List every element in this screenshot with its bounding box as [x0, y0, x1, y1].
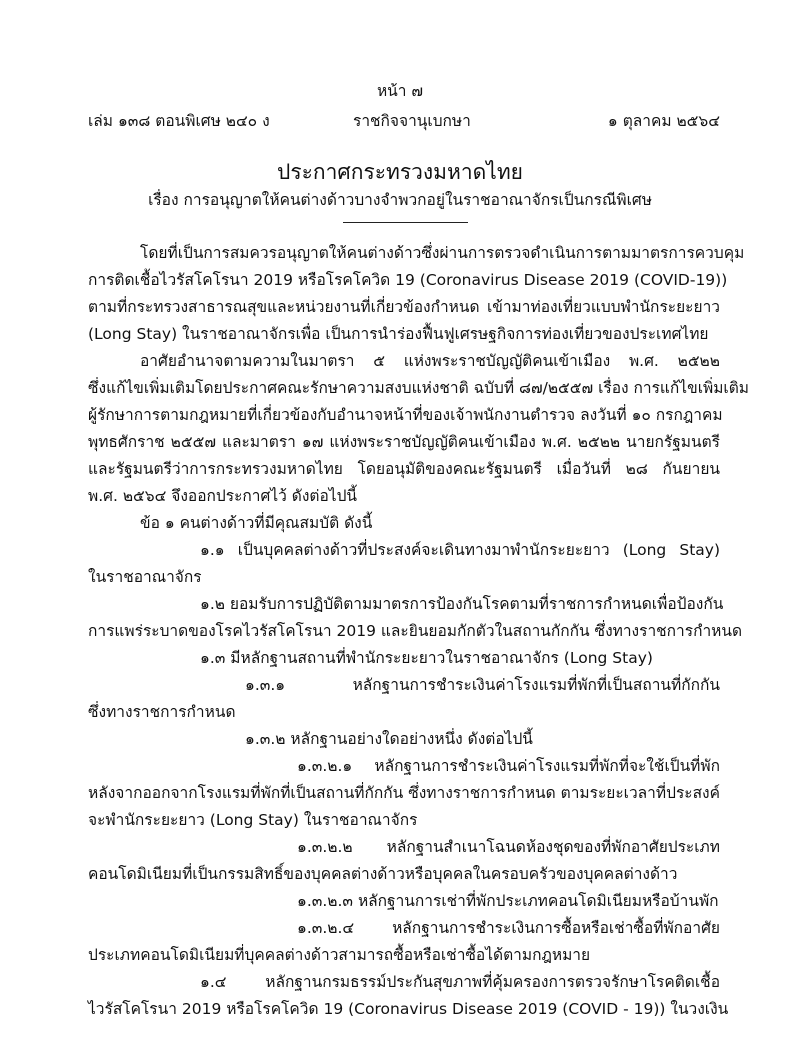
body-line: หลังจากออกจากโรงแรมที่พักที่เป็นสถานที่กักกัน ซึ่งทางราชการกำหนด ตามระยะเวลาที่ประสงค์	[88, 784, 720, 802]
body-line: ตามที่กระทรวงสาธารณสุขและหน่วยงานที่เกี่ยวข้องกำหนด เข้ามาท่องเที่ยวแบบพำนักระยะยาว	[88, 298, 720, 316]
body-line: การแพร่ระบาดของโรคไวรัสโคโรนา 2019 และยินยอมกักตัวในสถานกักกัน ซึ่งทางราชการกำหนด	[88, 622, 743, 640]
gazette-volume: เล่ม ๑๓๘ ตอนพิเศษ ๒๔๐ ง	[88, 112, 270, 130]
gazette-name: ราชกิจจานุเบกษา	[353, 112, 471, 130]
clause-subsubitem: ๑.๓.๒.๔ หลักฐานการชำระเงินการซื้อหรือเช่าซื้อที่พักอาศัย	[297, 919, 720, 937]
body-line: ซึ่งทางราชการกำหนด	[88, 703, 236, 721]
clause-subsubitem: ๑.๓.๒.๒ หลักฐานสำเนาโฉนดห้องชุดของที่พักอาศัยประเภท	[297, 838, 720, 856]
body-line: โดยที่เป็นการสมควรอนุญาตให้คนต่างด้าวซึ่งผ่านการตรวจดำเนินการตามมาตรการควบคุม	[140, 244, 745, 262]
clause-subsubitem: ๑.๓.๒.๑ หลักฐานการชำระเงินค่าโรงแรมที่พักที่จะใช้เป็นที่พัก	[297, 757, 720, 775]
clause-subsubitem: ๑.๓.๒.๓ หลักฐานการเช่าที่พักประเภทคอนโดมิเนียมหรือบ้านพัก	[297, 892, 719, 910]
document-subject: เรื่อง การอนุญาตให้คนต่างด้าวบางจำพวกอยู่ในราชอาณาจักรเป็นกรณีพิเศษ	[148, 191, 652, 209]
gazette-date: ๑ ตุลาคม ๒๕๖๔	[607, 112, 720, 130]
body-line: ในราชอาณาจักร	[88, 568, 202, 586]
body-line: ซึ่งแก้ไขเพิ่มเติมโดยประกาศคณะรักษาความสงบแห่งชาติ ฉบับที่ ๘๗/๒๕๕๗ เรื่อง การแก้ไขเพิ่มเติม	[88, 379, 750, 397]
body-line: ผู้รักษาการตามกฎหมายที่เกี่ยวข้องกับอำนาจหน้าที่ของเจ้าพนักงานตำรวจ ลงวันที่ ๑๐ กรกฎาคม	[88, 406, 723, 424]
body-line: คอนโดมิเนียมที่เป็นกรรมสิทธิ์ของบุคคลต่างด้าวหรือบุคคลในครอบครัวของบุคคลต่างด้าว	[88, 865, 678, 883]
document-title: ประกาศกระทรวงมหาดไทย	[277, 160, 523, 184]
clause-item: ๑.๑ เป็นบุคคลต่างด้าวที่ประสงค์จะเดินทางมาพำนักระยะยาว (Long Stay)	[200, 541, 720, 559]
title-divider	[343, 222, 468, 223]
body-line: จะพำนักระยะยาว (Long Stay) ในราชอาณาจักร	[88, 811, 418, 829]
body-line: พุทธศักราช ๒๕๕๗ และมาตรา ๑๗ แห่งพระราชบัญญัติคนเข้าเมือง พ.ศ. ๒๕๒๒ นายกรัฐมนตรี	[88, 433, 720, 451]
body-line: และรัฐมนตรีว่าการกระทรวงมหาดไทย โดยอนุมัติของคณะรัฐมนตรี เมื่อวันที่ ๒๘ กันยายน	[88, 460, 720, 478]
clause-subitem: ๑.๓.๑ หลักฐานการชำระเงินค่าโรงแรมที่พักที่เป็นสถานที่กักกัน	[245, 676, 720, 694]
page-number: หน้า ๗	[376, 82, 424, 100]
clause-item: ๑.๒ ยอมรับการปฏิบัติตามมาตรการป้องกันโรคตามที่ราชการกำหนดเพื่อป้องกัน	[200, 595, 724, 613]
body-line: ประเภทคอนโดมิเนียมที่บุคคลต่างด้าวสามารถซื้อหรือเช่าซื้อได้ตามกฎหมาย	[88, 946, 591, 964]
body-line: (Long Stay) ในราชอาณาจักรเพื่อ เป็นการนำร่องฟื้นฟูเศรษฐกิจการท่องเที่ยวของประเทศไทย	[88, 325, 709, 343]
body-line: ไวรัสโคโรนา 2019 หรือโรคโควิด 19 (Coronavirus Disease 2019 (COVID - 19)) ในวงเงิน	[88, 1000, 729, 1018]
body-line: พ.ศ. ๒๕๖๔ จึงออกประกาศไว้ ดังต่อไปนี้	[88, 487, 358, 505]
clause-subitem: ๑.๓.๒ หลักฐานอย่างใดอย่างหนึ่ง ดังต่อไปนี้	[245, 730, 533, 748]
body-line: การติดเชื้อไวรัสโคโรนา 2019 หรือโรคโควิด 19 (Coronavirus Disease 2019 (COVID-19))	[88, 271, 728, 289]
clause-heading: ข้อ ๑ คนต่างด้าวที่มีคุณสมบัติ ดังนี้	[140, 514, 373, 532]
clause-item: ๑.๔ หลักฐานกรมธรรม์ประกันสุขภาพที่คุ้มครองการตรวจรักษาโรคติดเชื้อ	[200, 973, 720, 991]
clause-item: ๑.๓ มีหลักฐานสถานที่พำนักระยะยาวในราชอาณาจักร (Long Stay)	[200, 649, 653, 667]
body-line: อาศัยอำนาจตามความในมาตรา ๕ แห่งพระราชบัญญัติคนเข้าเมือง พ.ศ. ๒๕๒๒	[140, 352, 720, 370]
